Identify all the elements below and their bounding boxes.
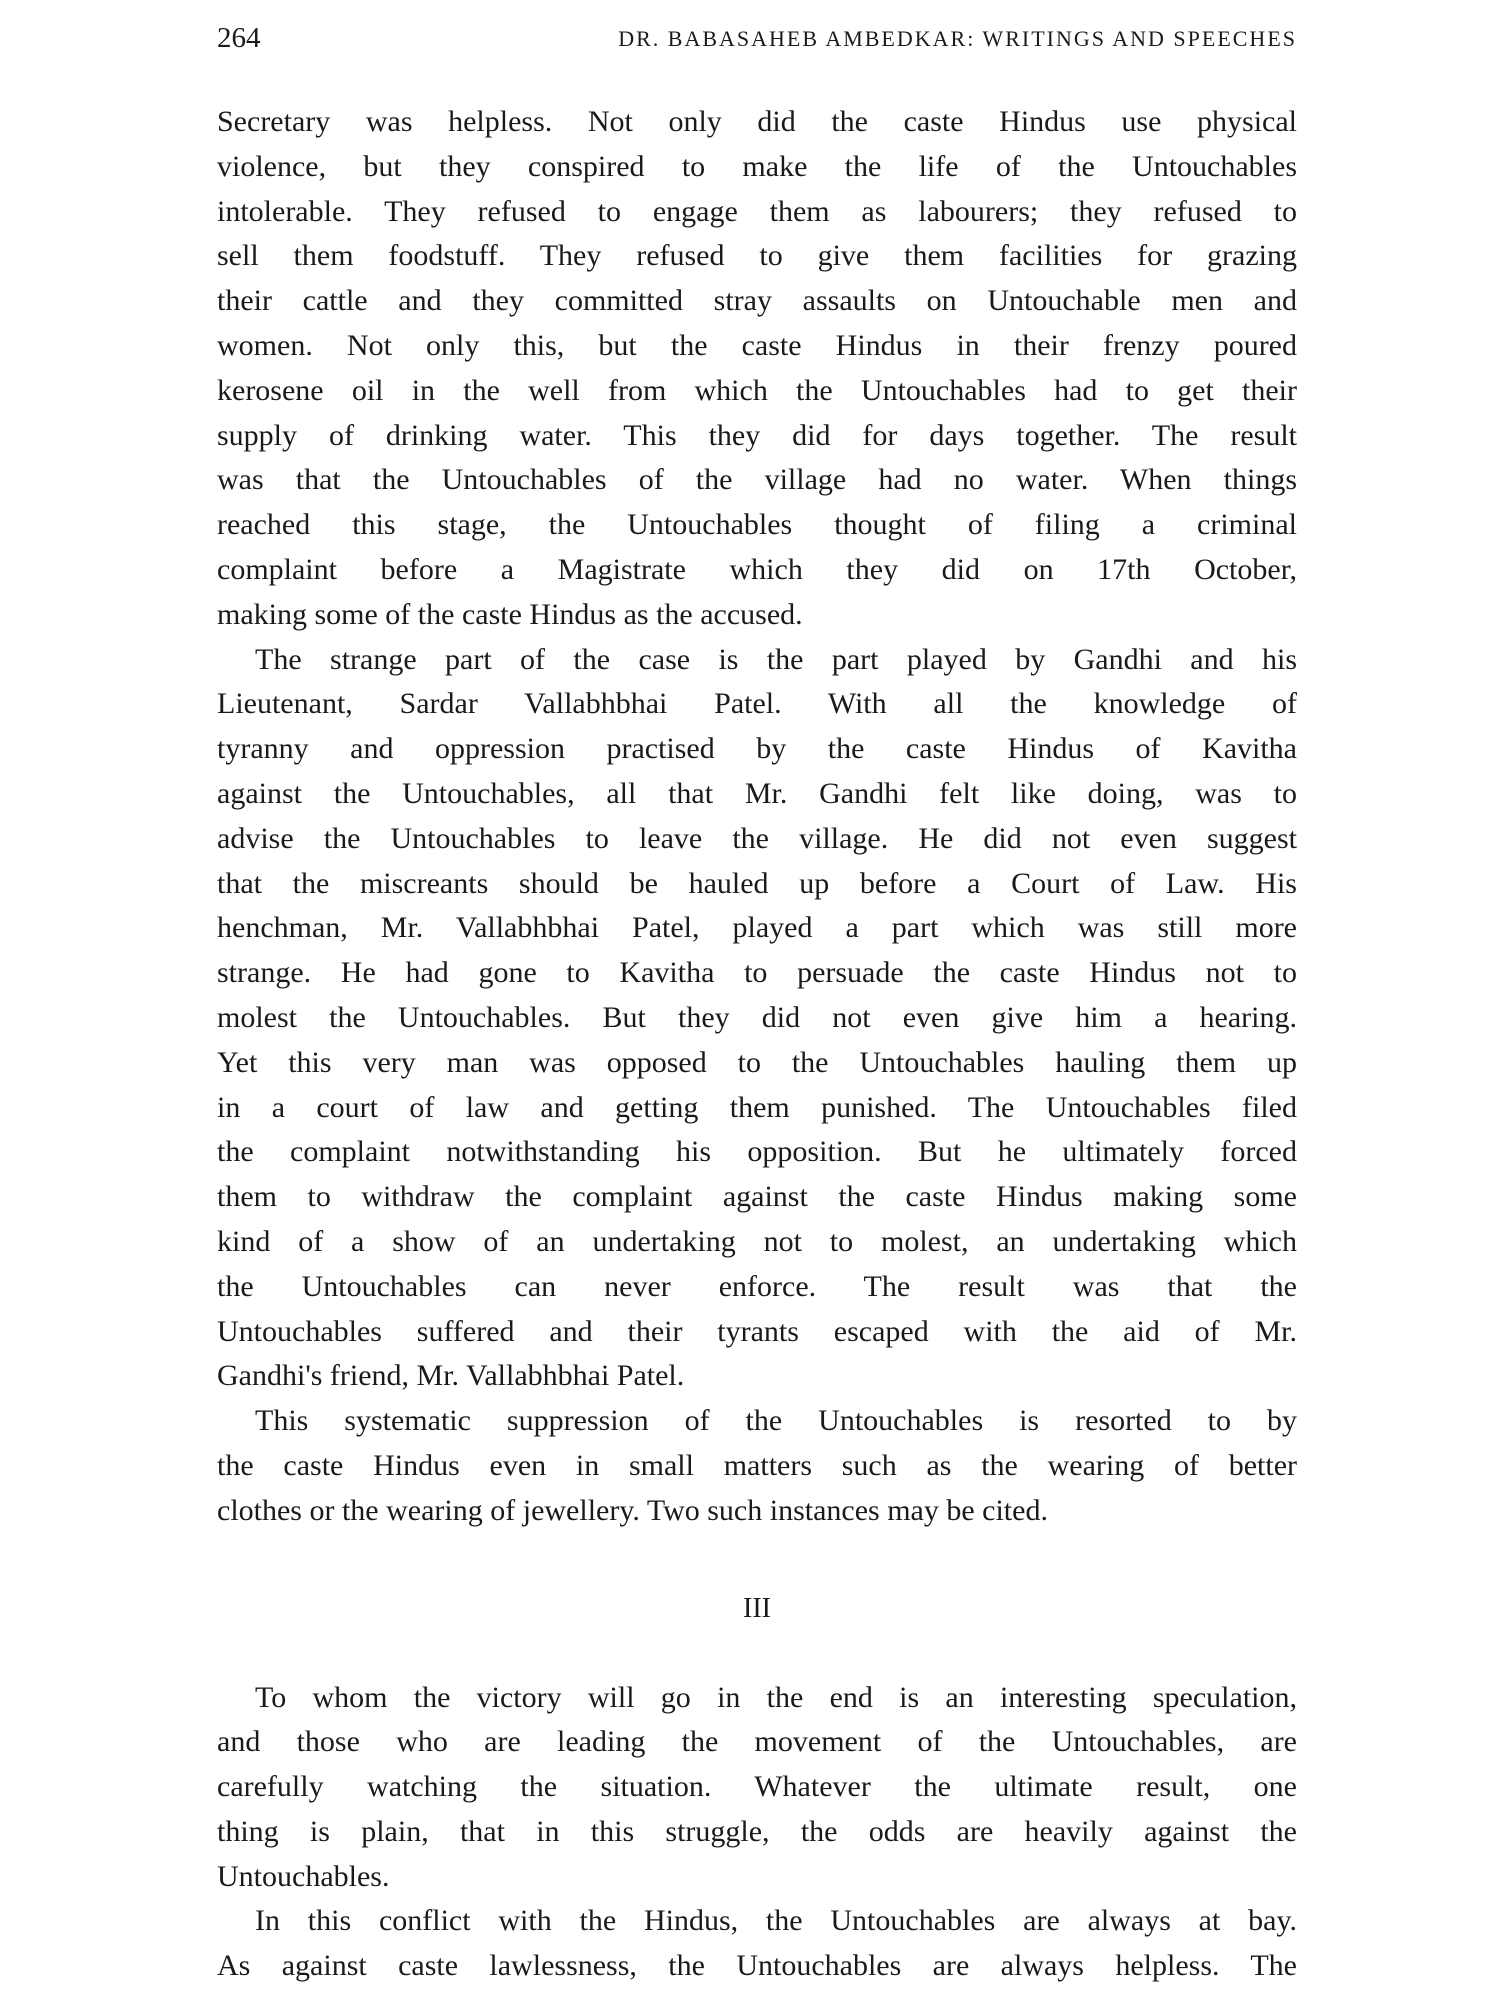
text-line: strange. He had gone to Kavitha to persuade the caste Hindus not to xyxy=(217,956,1297,990)
text-line: making some of the caste Hindus as the accused. xyxy=(217,597,803,631)
text-line: In this conflict with the Hindus, the Untouchables are always at bay. xyxy=(255,1904,1297,1938)
text-line: the complaint notwithstanding his opposition. But he ultimately forced xyxy=(217,1135,1297,1169)
text-line: kind of a show of an undertaking not to molest, an undertaking which xyxy=(217,1224,1297,1258)
text-line: sell them foodstuff. They refused to give them facilities for grazing xyxy=(217,239,1297,273)
paragraph xyxy=(217,100,1297,638)
text-line: clothes or the wearing of jewellery. Two such instances may be cited. xyxy=(217,1493,1048,1527)
text-line: Lieutenant, Sardar Vallabhbhai Patel. With all the knowledge of xyxy=(217,687,1297,721)
text-line: thing is plain, that in this struggle, the odds are heavily against the xyxy=(217,1814,1297,1848)
paragraph xyxy=(217,638,1297,1400)
text-line: supply of drinking water. This they did for days together. The result xyxy=(217,418,1297,452)
running-title: DR. BABASAHEB AMBEDKAR: WRITINGS AND SPEECHES xyxy=(618,26,1297,51)
text-line: This systematic suppression of the Untouchables is resorted to by xyxy=(255,1404,1297,1438)
text-line: As against caste lawlessness, the Untouchables are always helpless. The xyxy=(217,1949,1297,1983)
text-line: molest the Untouchables. But they did not even give him a hearing. xyxy=(217,1000,1297,1034)
text-line: carefully watching the situation. Whatever the ultimate result, one xyxy=(217,1770,1297,1804)
text-line: advise the Untouchables to leave the village. He did not even suggest xyxy=(217,821,1297,855)
paragraph xyxy=(217,1676,1297,1900)
text-before-section xyxy=(217,100,1297,1534)
text-line: violence, but they conspired to make the life of the Untouchables xyxy=(217,149,1297,183)
text-line: and those who are leading the movement of the Untouchables, are xyxy=(217,1725,1297,1759)
text-line: Gandhi's friend, Mr. Vallabhbhai Patel. xyxy=(217,1359,685,1393)
text-line: intolerable. They refused to engage them as labourers; they refused to xyxy=(217,194,1297,228)
text-line: henchman, Mr. Vallabhbhai Patel, played a part which was still more xyxy=(217,911,1297,945)
text-line: kerosene oil in the well from which the Untouchables had to get their xyxy=(217,373,1297,407)
page-body xyxy=(217,100,1297,1989)
text-line: women. Not only this, but the caste Hindus in their frenzy poured xyxy=(217,328,1297,362)
text-line: in a court of law and getting them punished. The Untouchables filed xyxy=(217,1090,1297,1124)
text-line: that the miscreants should be hauled up before a Court of Law. His xyxy=(217,866,1297,900)
text-after-section xyxy=(217,1676,1297,1990)
paragraph xyxy=(217,1399,1297,1533)
page-number: 264 xyxy=(217,22,261,54)
text-line: Untouchables. xyxy=(217,1859,390,1893)
text-line: the Untouchables can never enforce. The result was that the xyxy=(217,1269,1297,1303)
text-line: Secretary was helpless. Not only did the caste Hindus use physical xyxy=(217,105,1297,138)
text-line: the caste Hindus even in small matters such as the wearing of better xyxy=(217,1448,1297,1482)
text-line: their cattle and they committed stray assaults on Untouchable men and xyxy=(217,284,1297,318)
paragraph xyxy=(217,1899,1297,1989)
text-line: reached this stage, the Untouchables thought of filing a criminal xyxy=(217,508,1297,542)
text-line: The strange part of the case is the part played by Gandhi and his xyxy=(255,642,1297,676)
text-line: against the Untouchables, all that Mr. Gandhi felt like doing, was to xyxy=(217,776,1297,810)
text-line: was that the Untouchables of the village had no water. When things xyxy=(217,463,1297,497)
text-line: tyranny and oppression practised by the caste Hindus of Kavitha xyxy=(217,732,1297,766)
text-line: Yet this very man was opposed to the Untouchables hauling them up xyxy=(217,1045,1297,1079)
text-line: Untouchables suffered and their tyrants escaped with the aid of Mr. xyxy=(217,1314,1297,1348)
section-heading: III xyxy=(743,1592,771,1624)
running-header xyxy=(217,22,1297,62)
text-line: them to withdraw the complaint against the caste Hindus making some xyxy=(217,1180,1297,1214)
text-line: complaint before a Magistrate which they did on 17th October, xyxy=(217,552,1297,586)
text-line: To whom the victory will go in the end is an interesting speculation, xyxy=(255,1680,1297,1714)
